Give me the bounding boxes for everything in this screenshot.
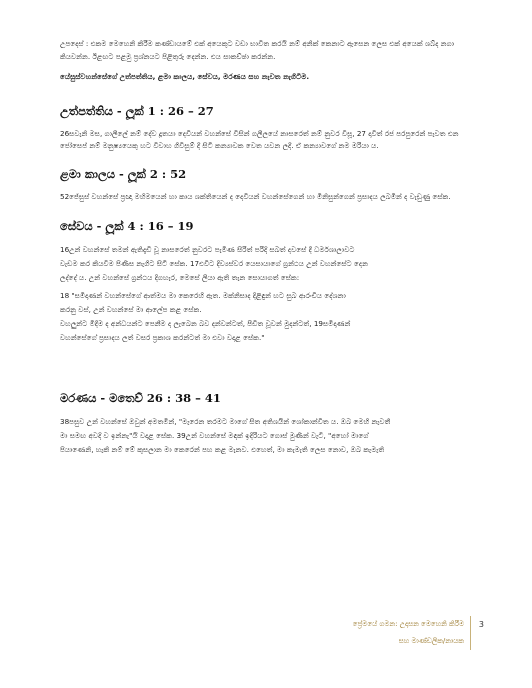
service-passage [60, 243, 474, 345]
service-quote-line: 18 "සමිදාණන් වහන්සේගේ ආත්මය මා කෙරෙහි ඇත. මක්නිසාද දිළිඳුන් හට සුබ ආරංචිය දේශනා [60, 291, 346, 300]
death-line: මා සමඟ අවදි ව ඉන්නැ"යි වදාළ සේක. 39උන් වහන්සේ මඳක් ඉදිරියට ගොස් මුණින් වැටී, "අහෝ මාගේ [60, 431, 369, 440]
death-line: පියාණෙනි, හැකි නම් මේ කුසලාන මා කෙරෙන් පහ කළ මැනව. එහෙත්, මා කැමැති ලෙස නොව, ඔබ කැමැති [60, 445, 385, 454]
footer-divider [470, 616, 471, 650]
childhood-heading: ළමා කාලය - ලූක් 2 : 52 [60, 166, 187, 181]
service-quote-line: කරනු වස්, උන් වහන්සේ මා ආලේප කළ සේක. [60, 305, 202, 314]
service-line: 16උන් වහන්සේ තමන් ඇතිදැඩි වූ නාසරෙත් නුවරට පැමිණ සිරිත් පරිදි සබත් දවසේ දී ධර්මශාලාවට [60, 245, 355, 254]
service-line: වැඩම කර කියවීම පිණිස නැගිට සිටි සේක. 17එවිට දිව්‍යස්වර යෙසායාගේ ග්‍රන්ථය උන් වහන්සේට දෙන [60, 259, 368, 268]
footer-subtitle: සහ මාණ්ඩලික/නායක [398, 637, 464, 645]
page-number: 3 [478, 620, 484, 629]
childhood-paragraph: 52ජේසුස් වහන්සේ ප්‍රඥා මහිමයෙන් හා කාය ශක්තියෙන් ද දෙවියන් වහන්සේගෙන් හා මිනිසුන්ගෙන් ප්‍රසාදය ලබමින් ද වැඩුණු සේක. [60, 191, 451, 201]
advice-paragraph: උපදෙස් : එකම මෙහෙනි කිරීම කණ්ඩායමේ එක් අයෙකුට වඩා භාවිත කරයි නම් අනික් කෙනාට ඇසෙන ලෙස එක් අයෙක් ශබ්ද නගා කියවන්න. ඊළඟට පළමු ප්‍රශ්නයට පිළිතුරු දෙන්න. එය සාකච්ඡා කරන්න. [60, 39, 455, 61]
service-line: ලද්දේ ය. උන් වහන්සේ ග්‍රන්ථය දිගහැර, මෙසේ ලියා ඇති තැන සොයාගත් සේක: [60, 273, 300, 282]
page-content [60, 38, 474, 457]
birth-heading: උත්පත්තිය - ලූක් 1 : 26 – 27 [60, 103, 214, 118]
service-quote-line: වහන්සේගේ ප්‍රසාදය ලත් වසර ප්‍රකාශ කරන්ටත් මා එවා වදාළ සේක." [60, 333, 265, 342]
service-heading: සේවය - ලූක් 4 : 16 – 19 [60, 219, 194, 233]
death-passage [60, 415, 474, 457]
death-line: 38පසුව උන් වහන්සේ ඔවුන් අමතමින්, "මැරෙන තරමට මාගේ සිත අතිශයින් ශෝකාන්විත ය. ඔබ මෙහි නැවතී [60, 417, 391, 426]
footer-title: ප්‍රේමයේ ගමන: උදාසන මෙහෙනි කිරීම [352, 620, 464, 628]
service-quote-line: වහලුන්ට මිදීම ද අන්ධයන්ට පෙනීම ද ලැබෙන බව දන්වන්ටත්, පීඩිත වූවන් මුදන්ටත්, 19සමිදාණන් [60, 319, 351, 328]
birth-paragraph: 26සවැනි මස, ගාලීලේ නම් දේව දූතයා දෙවියන් වහන්සේ විසින් ගලීලයේ නාසරෙත් නම් නුවර වීසූ, 27 දාවිත් රජ පරපුරෙන් පැවත එන ජෝසෙප් නම් මනුෂ්‍යයෙකු හට විවාහ ගිවිසුම් දී සිටි කන්‍යාවක වෙත යවන ලදී. ඒ කන්‍යාවගේ නම මරියා ය. [60, 128, 459, 150]
page-footer [286, 613, 486, 653]
intro-heading: යේසුස්වහන්සේගේ උත්පත්තිය, ළමා කාලය, සේවය, මරණය සහ නැවත නැගිටීම. [60, 72, 310, 81]
death-heading: මරණය - මතෙව් 26 : 38 – 41 [60, 391, 221, 405]
